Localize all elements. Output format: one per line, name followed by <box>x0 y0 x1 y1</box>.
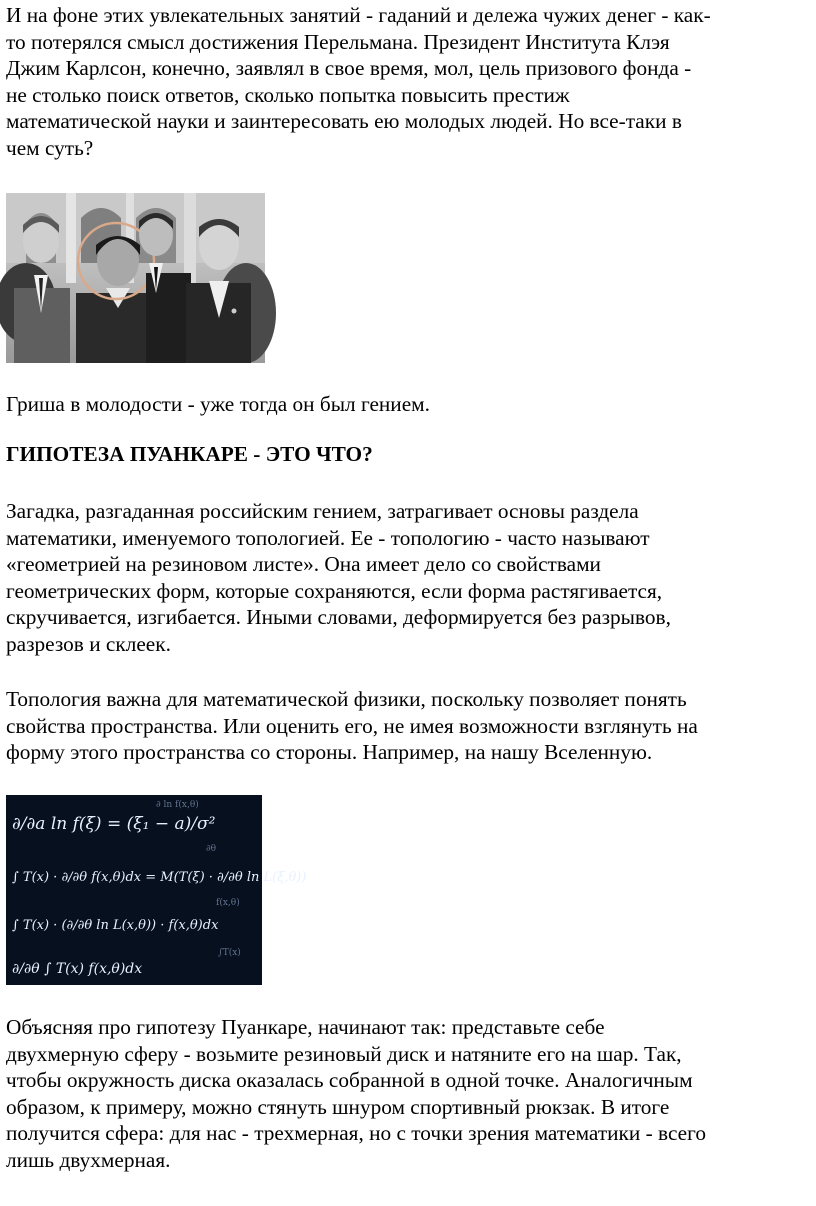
section-heading: ГИПОТЕЗА ПУАНКАРЕ - ЭТО ЧТО? <box>6 442 373 466</box>
text-line: Объясняя про гипотезу Пуанкаре, начинают так: представьте себе <box>6 1015 605 1039</box>
svg-text:∂θ: ∂θ <box>206 844 217 854</box>
text-line: то потерялся смысл достижения Перельмана. Президент Института Клэя <box>6 29 670 54</box>
text-line: образом, к примеру, можно стянуть шнуром спортивный рюкзак. В итоге <box>6 1094 670 1119</box>
text-line: «геометрией на резиновом листе». Она имеет дело со свойствами <box>6 552 601 576</box>
text-line: чем суть? <box>6 135 94 160</box>
formula-line: ∂/∂θ ∫ T(x) f(x,θ)dx <box>12 961 143 977</box>
caption-text: Гриша в молодости - уже тогда он был гением. <box>6 392 430 416</box>
formula-line: ∫ T(x) · (∂/∂θ ln L(x,θ)) · f(x,θ)dx <box>12 918 219 933</box>
formula-line: ∫ T(x) · ∂/∂θ f(x,θ)dx = M(T(ξ) · ∂/∂θ ln L(ξ,θ)) <box>12 870 307 885</box>
text-line: Топология важна для математической физики, поскольку позволяет понять <box>6 687 687 711</box>
photo-caption <box>6 391 812 418</box>
text-line: форму этого пространства со стороны. Например, на нашу Вселенную. <box>6 740 653 764</box>
svg-text:∂ ln f(x,θ): ∂ ln f(x,θ) <box>156 800 199 810</box>
text-line: разрезов и склеек. <box>6 631 171 656</box>
text-line: не столько поиск ответов, сколько попытка повысить престиж <box>6 82 570 107</box>
text-line: математической науки и заинтересовать ею молодых людей. Но все-таки в <box>6 109 682 133</box>
text-line: Загадка, разгаданная российским гением, затрагивает основы раздела <box>6 499 639 523</box>
math-formulas-image <box>6 795 307 985</box>
young-perelman-photo <box>6 193 265 363</box>
text-line: получится сфера: для нас - трехмерная, но с точки зрения математики - всего <box>6 1121 706 1145</box>
text-line: свойства пространства. Или оценить его, не имея возможности взглянуть на <box>6 713 698 738</box>
formula-line: ∂/∂a ln f(ξ) = (ξ₁ − a)/σ² <box>12 814 216 834</box>
text-line: математики, именуемого топологией. Ее - топологию - часто называют <box>6 525 650 550</box>
text-line: Джим Карлсон, конечно, заявлял в свое время, мол, цель призового фонда - <box>6 56 692 80</box>
text-line: скручивается, изгибается. Иными словами, деформируется без разрывов, <box>6 605 671 629</box>
text-line: геометрических форм, которые сохраняются, если форма растягивается, <box>6 578 663 603</box>
text-line: чтобы окружность диска оказалась собранной в одной точке. Аналогичным <box>6 1068 693 1092</box>
intro-paragraph <box>6 2 812 161</box>
topology-paragraph <box>6 498 812 657</box>
svg-text:∫T(x): ∫T(x) <box>218 948 241 958</box>
text-line: лишь двухмерная. <box>6 1147 171 1172</box>
text-line: И на фоне этих увлекательных занятий - гаданий и дележа чужих денег - как- <box>6 3 711 27</box>
svg-text:f(x,θ): f(x,θ) <box>216 898 240 908</box>
sphere-paragraph <box>6 1014 812 1173</box>
physics-paragraph <box>6 686 812 766</box>
text-line: двухмерную сферу - возьмите резиновый диск и натяните его на шар. Так, <box>6 1041 682 1066</box>
